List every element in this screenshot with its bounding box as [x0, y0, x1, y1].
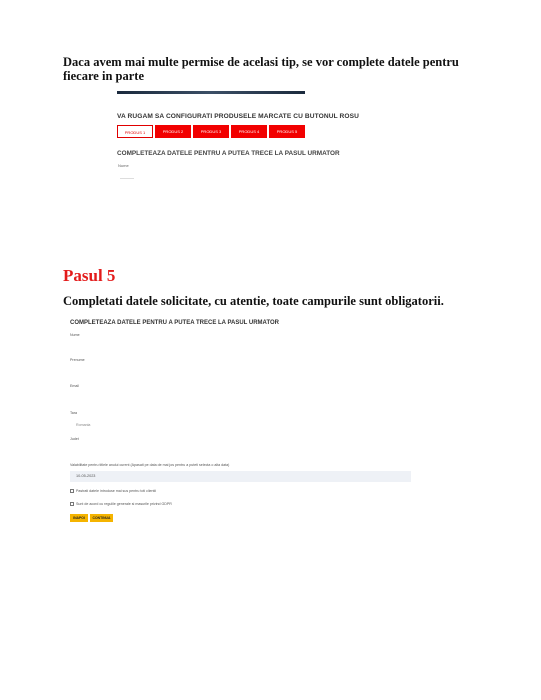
product-tabs [117, 125, 305, 138]
nume-label: Nume [118, 163, 129, 168]
gdpr-checkbox[interactable] [70, 502, 74, 506]
judet-input[interactable] [70, 444, 411, 454]
intro-paragraph: Daca avem mai multe permise de acelasi tip, se vor complete datele pentru fiecare in parte [63, 55, 459, 83]
tab-produs-2[interactable]: PRODUS 2 [155, 125, 191, 138]
email-field-label: Email [70, 384, 79, 388]
screenshot-header-bar [117, 91, 305, 94]
prenume-input[interactable] [70, 365, 411, 375]
date-input[interactable] [70, 471, 411, 482]
tab-produs-1[interactable]: PRODUS 1 [117, 125, 153, 138]
step-instruction: Completati datele solicitate, cu atentie, toate campurile sunt obligatorii. [63, 294, 444, 308]
email-input[interactable] [70, 391, 411, 401]
screenshot-title: VA RUGAM SA CONFIGURATI PRODUSELE MARCATE CU BUTONUL ROSU [117, 113, 359, 120]
judet-field-label: Judet [70, 437, 79, 441]
tara-select[interactable]: Romania [76, 423, 91, 427]
date-value: 10-05-2023 [76, 474, 96, 478]
nume-input-line[interactable] [120, 178, 134, 179]
prenume-field-label: Prenume [70, 358, 85, 362]
keep-data-checkbox[interactable] [70, 489, 74, 493]
tab-produs-4[interactable]: PRODUS 4 [231, 125, 267, 138]
form-heading: COMPLETEAZA DATELE PENTRU A PUTEA TRECE LA PASUL URMATOR [70, 320, 280, 326]
step-heading: Pasul 5 [63, 266, 116, 285]
gdpr-label: Sunt de acord cu regulile generale si masurile privind GDPR [76, 502, 172, 506]
tab-produs-3[interactable]: PRODUS 3 [193, 125, 229, 138]
nume-field-label: Nume [70, 333, 80, 337]
back-button[interactable]: INAPOI [70, 514, 88, 522]
date-label: Valabilitate pentru titlele anului curent (Apasati pe data de mai jos pentru a puteti selecta o alta data) [70, 463, 230, 467]
nume-input[interactable] [70, 340, 411, 350]
keep-data-label: Pastrati datele introduse mai sus pentru toti clientii [76, 489, 157, 493]
tara-field-label: Tara [70, 411, 77, 415]
screenshot-subtitle: COMPLETEAZA DATELE PENTRU A PUTEA TRECE LA PASUL URMATOR [117, 150, 340, 157]
continue-button[interactable]: CONTINUA [90, 514, 113, 522]
tab-produs-5[interactable]: PRODUS 5 [269, 125, 305, 138]
